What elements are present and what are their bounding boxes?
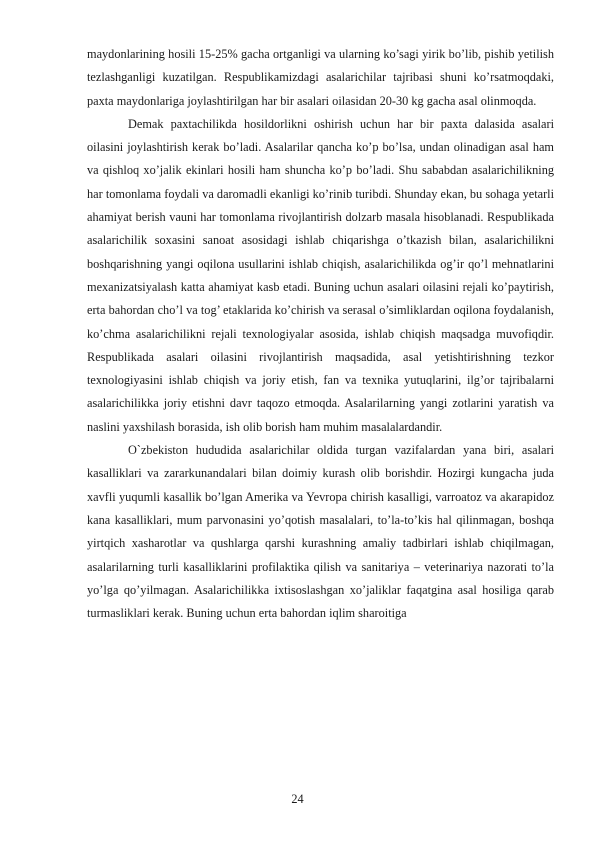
body-text: [87, 43, 554, 625]
paragraph-1: maydonlarining hosili 15-25% gacha ortganligi va ularning ko’sagi yirik bo’lib, pishib yetilish tezlashganligi kuzatilgan. Respublikamizdagi asalarichilar tajribasi shuni ko’rsatmoqdaki, paxta maydonlariga joylashtirilgan har bir asalari oilasidan 20-30 kg gacha asal olinmoqda.: [87, 47, 554, 108]
paragraph-2: Demak paxtachilikda hosildorlikni oshirish uchun har bir paxta dalasida asalari oilasini joylashtirish kerak bo’ladi. Asalarilar qancha ko’p bo’lsa, undan olinadigan asal ham va qishloq xo’jalik ekinlari hosili ham shuncha ko’p bo’ladi. Shu sababdan asalarichilikning har tomonlama foydali va daromadli ekanligi ko’rinib turibdi. Shunday ekan, bu sohaga yetarli ahamiyat berish vauni har tomonlama rivojlantirish dolzarb masala hisoblanadi. Respublikada asalarichilik soxasini sanoat asosidagi ishlab chiqarishga o’tkazish bilan, asalarichilikni boshqarishning yangi oqilona usullarini ishlab chiqish, asalarichilikda og’ir qo’l mehnatlarini mexanizatsiyalash katta ahamiyat kasb etadi. Buning uchun asalari oilasini rejali ko’paytirish, erta bahordan cho’l va tog’ etaklarida ko’chirish va serasal o’simliklardan oqilona foydalanish, ko’chma asalarichilikni rejali texnologiyalar asosida, ishlab chiqish maqsadga muvofiqdir. Respublikada asalari oilasini rivojlantirish maqsadida, asal yetishtirishning tezkor texnologiyasini ishlab chiqish va joriy etish, fan va texnika yutuqlarini, ilg’or tajribalarni asalarichilikka joriy etishni davr taqozo etmoqda. Asalarilarning yangi zotlarini yaratish va naslini yaxshilash borasida, ish olib borish ham muhim masalalardandir.: [87, 116, 554, 434]
paragraph-3: O`zbekiston hududida asalarichilar oldida turgan vazifalardan yana biri, asalari kasalliklari va zararkunandalari bilan doimiy kurash olib borishdir. Hozirgi kungacha juda xavfli yuqumli kasallik bo’lgan Amerika va Yevropa chirish kasalligi, varroatoz va akarapidoz kana kasalliklari, mum parvonasini yo’qotish masalalari, to’la-to’kis hal qilinmagan, boshqa yirtqich xasharotlar va qushlarga qarshi kurashning amaliy tadbirlari ishlab chiqilmagan, asalarilarning turli kasalliklarini profilaktika qilish va sanitariya – veterinariya nazorati to’la yo’lga qo’yilmagan. Asalarichilikka ixtisoslashgan xo’jaliklar faqatgina asal hosiliga qarab turmasliklari kerak. Buning uchun erta bahordan iqlim sharoitiga: [87, 443, 554, 621]
page-number: 24: [291, 792, 304, 806]
